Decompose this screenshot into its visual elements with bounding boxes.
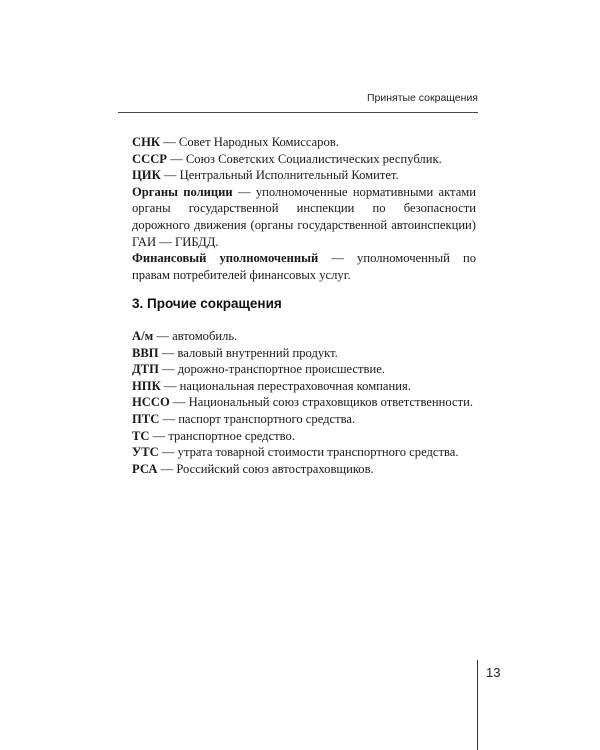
abbreviation-term: ТС	[132, 428, 150, 443]
abbreviation-entry	[132, 411, 476, 428]
abbreviation-definition: — уполномоченные нормативными актами органы государственной инспекции по безопасности дорожного движения (органы государственной автоинспекции) ГАИ — ГИБДД.	[132, 184, 477, 249]
abbreviation-entry	[132, 361, 476, 378]
abbreviation-term: РСА	[132, 461, 158, 476]
abbreviation-entry	[132, 250, 476, 283]
abbreviation-definition: — Национальный союз страховщиков ответственности.	[169, 395, 473, 410]
abbreviation-definition: — дорожно-транспортное происшествие.	[158, 362, 385, 377]
abbreviation-definition: — автомобиль.	[153, 329, 238, 343]
abbreviation-entry	[132, 184, 476, 250]
abbreviation-term: Органы полиции	[132, 184, 233, 199]
abbreviation-definition: — уполномоченный по правам потребителей финансовых услуг.	[132, 251, 477, 282]
page-number: 13	[486, 665, 501, 680]
abbreviation-entry	[132, 461, 476, 478]
abbreviation-term: А/м	[132, 329, 154, 343]
abbreviation-definition: — транспортное средство.	[149, 428, 295, 443]
abbreviation-entry	[132, 444, 476, 461]
abbreviations-list-other	[132, 328, 476, 477]
abbreviation-definition: — паспорт транспортного средства.	[159, 411, 356, 426]
abbreviation-definition: — утрата товарной стоимости транспортного средства.	[158, 445, 459, 460]
abbreviation-definition: — национальная перестраховочная компания.	[160, 378, 411, 393]
abbreviation-definition: — валовый внутренний продукт.	[158, 345, 338, 360]
abbreviations-list-organs	[132, 134, 476, 283]
abbreviation-term: СССР	[132, 151, 167, 166]
abbreviation-term: УТС	[132, 445, 159, 460]
section-heading: 3. Прочие сокращения	[132, 296, 282, 311]
abbreviation-entry	[132, 428, 476, 445]
abbreviation-term: ДТП	[132, 362, 159, 377]
abbreviation-term: ВВП	[132, 345, 159, 360]
running-title: Принятые сокращения	[366, 92, 478, 104]
abbreviation-definition: — Союз Советских Социалистических республик.	[166, 151, 442, 166]
abbreviation-definition: — Центральный Исполнительный Комитет.	[160, 168, 399, 183]
abbreviation-entry	[132, 328, 476, 345]
header-rule	[118, 112, 478, 113]
abbreviation-entry	[132, 167, 476, 184]
abbreviation-entry	[132, 134, 476, 151]
abbreviation-term: СНК	[132, 135, 161, 149]
abbreviation-term: ЦИК	[132, 168, 161, 183]
abbreviation-term: НССО	[132, 395, 170, 410]
abbreviation-term: ПТС	[132, 411, 160, 426]
abbreviation-entry	[132, 151, 476, 168]
abbreviation-term: НПК	[132, 378, 161, 393]
abbreviation-entry	[132, 345, 476, 362]
abbreviation-definition: — Российский союз автостраховщиков.	[157, 461, 374, 476]
folio-rule	[477, 660, 478, 750]
abbreviation-entry	[132, 394, 476, 411]
abbreviation-entry	[132, 378, 476, 395]
abbreviation-term: Финансовый уполномоченный	[132, 251, 319, 266]
abbreviation-definition: — Совет Народных Комиссаров.	[160, 135, 339, 149]
